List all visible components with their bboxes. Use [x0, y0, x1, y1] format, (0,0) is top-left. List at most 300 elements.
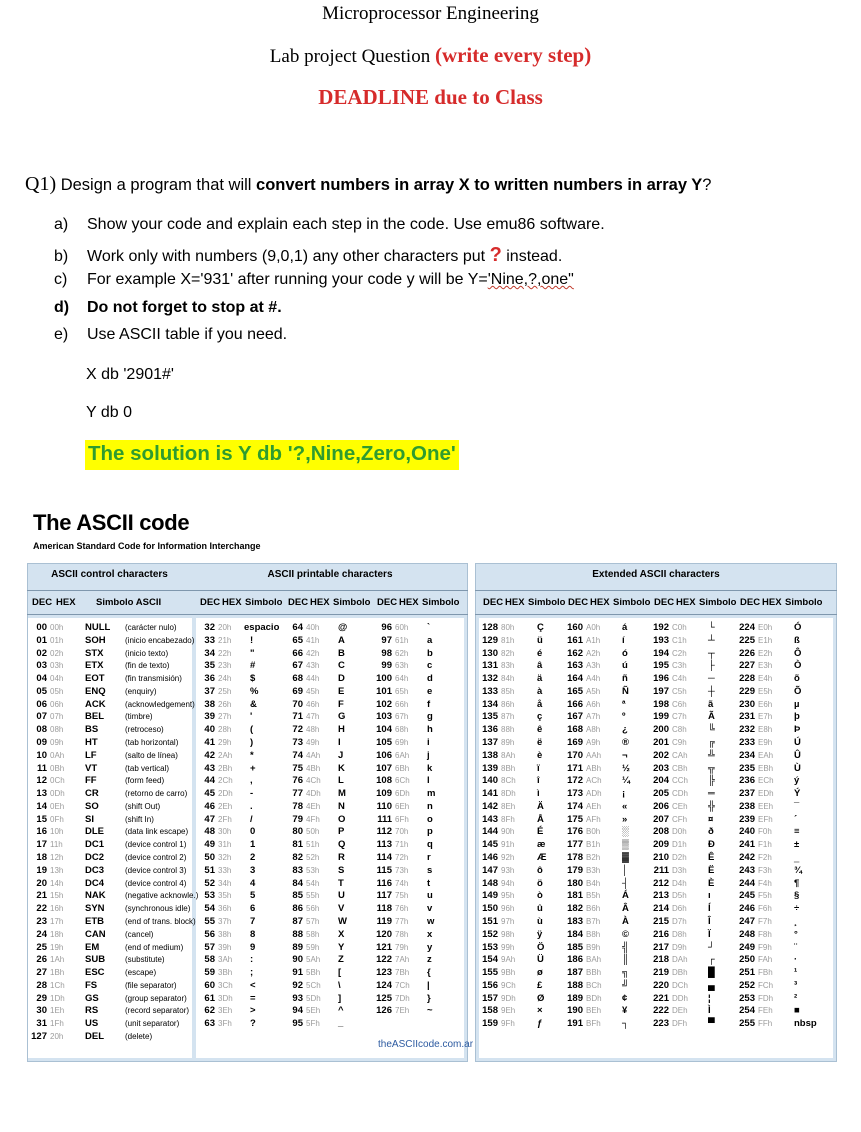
hex-value: FDh [758, 993, 774, 1003]
dec-value: 232 [739, 724, 755, 736]
hex-value: B7h [586, 916, 601, 926]
symbol-value: Õ [794, 685, 802, 697]
ascii-row [481, 826, 567, 838]
symbol-description: (timbre) [125, 712, 153, 722]
hex-value: 31h [218, 840, 232, 850]
ascii-row [375, 724, 461, 736]
dec-value: 118 [376, 903, 392, 915]
dec-value: 31 [36, 1018, 47, 1030]
dec-value: 164 [567, 673, 583, 685]
ascii-row [738, 878, 824, 890]
dec-value: 247 [739, 915, 755, 927]
header-dec: DEC [32, 597, 53, 608]
item-letter: d) [54, 298, 70, 316]
symbol-value: ! [250, 634, 254, 646]
symbol-value: Ð [708, 839, 715, 851]
hex-value: D6h [672, 904, 687, 914]
dec-value: 234 [739, 749, 755, 761]
ascii-row [566, 648, 652, 660]
hex-value: 23h [218, 661, 232, 671]
symbol-value: 9 [250, 941, 256, 953]
ascii-row [286, 954, 372, 966]
ascii-row [652, 929, 738, 941]
symbol-value: ┘ [708, 941, 715, 953]
symbol-value: ┌ [708, 954, 715, 966]
symbol-value: Z [338, 954, 344, 966]
hex-value: F2h [758, 853, 772, 863]
symbol-value: ╣ [622, 941, 629, 953]
symbol-value: ┐ [622, 1018, 629, 1030]
dec-value: 185 [567, 941, 583, 953]
hex-value: 20h [218, 623, 232, 632]
header-hex: HEX [505, 597, 525, 608]
dec-value: 138 [482, 749, 498, 761]
hex-value: 85h [501, 686, 515, 696]
document-title: Microprocessor Engineering [322, 3, 539, 24]
dec-value: 126 [376, 1005, 392, 1017]
dec-value: 117 [376, 890, 392, 902]
dec-value: 44 [204, 775, 215, 787]
dec-value: 76 [292, 775, 303, 787]
symbol-value: ¸ [794, 915, 798, 927]
symbol-value: ù [537, 915, 543, 927]
question-mark-highlight: ? [489, 243, 502, 266]
dec-value: 82 [292, 852, 303, 864]
symbol-value: Ø [537, 992, 545, 1004]
symbol-description: (device control 1) [125, 840, 187, 850]
ascii-row [375, 750, 461, 762]
symbol-value: g [427, 711, 433, 723]
symbol-value: Ú [794, 737, 801, 749]
item-tail: instead. [506, 247, 563, 265]
source-link[interactable]: theASCIIcode.com.ar [378, 1039, 474, 1050]
hex-value: 98h [501, 929, 515, 939]
ascii-row [198, 916, 284, 928]
symbol-value: EOT [85, 673, 105, 685]
hex-value: 5Eh [306, 1006, 321, 1016]
dec-value: 255 [739, 1018, 755, 1030]
ascii-row [481, 814, 567, 826]
hex-value: C5h [672, 686, 687, 696]
ascii-row [738, 750, 824, 762]
symbol-value: SI [85, 813, 94, 825]
hex-value: 07h [50, 712, 64, 722]
hex-value: 1Bh [50, 968, 65, 978]
symbol-value: ░ [622, 826, 629, 838]
ascii-row [375, 801, 461, 813]
dec-value: 161 [567, 634, 583, 646]
symbol-value: à [537, 685, 543, 697]
ascii-row [375, 814, 461, 826]
symbol-description: (group separator) [125, 993, 187, 1003]
dec-value: 58 [204, 954, 215, 966]
symbol-value: M [338, 788, 346, 800]
dec-value: 17 [36, 839, 47, 851]
header-symbol: Simbolo [422, 597, 460, 608]
hex-value: D3h [672, 865, 687, 875]
hex-value: 0Ch [50, 776, 65, 786]
symbol-value: © [622, 928, 629, 940]
hex-value: D2h [672, 853, 687, 863]
ascii-row [286, 737, 372, 749]
dec-value: 251 [739, 967, 755, 979]
symbol-value: Å [537, 813, 544, 825]
group-extended: Extended ASCII characters [592, 569, 720, 580]
symbol-value: å [537, 698, 543, 710]
ascii-row [481, 622, 567, 634]
hex-value: 3Fh [218, 1019, 232, 1029]
dec-value: 116 [376, 877, 392, 889]
ascii-row [738, 622, 824, 634]
hex-value: 9Fh [501, 1019, 515, 1029]
dec-value: 73 [292, 737, 303, 749]
ascii-row [375, 929, 461, 941]
ascii-row [738, 980, 824, 992]
symbol-value: Ý [794, 788, 801, 800]
hex-value: 22h [218, 648, 232, 658]
dec-value: 237 [739, 788, 755, 800]
group-control: ASCII control characters [51, 569, 168, 580]
dec-value: 218 [653, 954, 669, 966]
dec-value: 216 [653, 928, 669, 940]
dec-value: 09 [36, 737, 47, 749]
dec-value: 189 [567, 992, 583, 1004]
ascii-row [198, 686, 284, 698]
dec-value: 222 [653, 1005, 669, 1017]
ascii-row [375, 711, 461, 723]
hex-value: C7h [672, 712, 687, 722]
ascii-row [286, 980, 372, 992]
ascii-row [481, 967, 567, 979]
hex-value: EBh [758, 763, 774, 773]
ascii-row [198, 826, 284, 838]
symbol-value: e [427, 685, 433, 697]
ascii-row [481, 993, 567, 1005]
dec-value: 144 [482, 826, 498, 838]
symbol-value: À [622, 915, 629, 927]
ascii-row [286, 660, 372, 672]
symbol-value: ö [537, 877, 543, 889]
symbol-value: ª [622, 698, 626, 710]
dec-value: 112 [376, 826, 392, 838]
dec-value: 52 [204, 877, 215, 889]
dec-value: 95 [292, 1018, 303, 1030]
hex-value: 05h [50, 686, 64, 696]
ascii-row [481, 929, 567, 941]
symbol-value: └ [708, 622, 715, 633]
dec-value: 65 [292, 634, 303, 646]
hex-value: 42h [306, 648, 320, 658]
symbol-value: Y [338, 941, 345, 953]
dec-value: 162 [567, 647, 583, 659]
ascii-row [738, 954, 824, 966]
ascii-row [30, 763, 195, 775]
ascii-row [566, 814, 652, 826]
symbol-value: │ [622, 864, 628, 876]
dec-value: 106 [376, 749, 392, 761]
symbol-value: C [338, 660, 345, 672]
dec-value: 91 [292, 967, 303, 979]
dec-value: 51 [204, 864, 215, 876]
hex-value: C3h [672, 661, 687, 671]
ascii-row [481, 648, 567, 660]
ascii-row [738, 865, 824, 877]
symbol-value: DC3 [85, 864, 105, 876]
question-number: Q1) [25, 173, 57, 195]
hex-value: 7Eh [395, 1006, 410, 1016]
dec-value: 235 [739, 762, 755, 774]
hex-value: 9Eh [501, 1006, 516, 1016]
symbol-value: t [427, 877, 431, 889]
symbol-value: DC1 [85, 839, 105, 851]
ascii-row [566, 699, 652, 711]
ascii-row [30, 622, 195, 634]
ascii-row [198, 660, 284, 672]
symbol-value: ( [250, 724, 254, 736]
hex-value: C6h [672, 699, 687, 709]
header-hex: HEX [762, 597, 782, 608]
hex-value: DBh [672, 968, 688, 978]
hex-value: C0h [672, 623, 687, 632]
list-item [54, 271, 605, 299]
hex-value: 99h [501, 942, 515, 952]
hex-value: 97h [501, 916, 515, 926]
dec-value: 40 [204, 724, 215, 736]
hex-value: 16h [50, 904, 64, 914]
ascii-row [198, 673, 284, 685]
symbol-value: v [427, 903, 433, 915]
hex-value: 78h [395, 929, 409, 939]
ascii-row [566, 737, 652, 749]
symbol-value: & [250, 698, 257, 710]
symbol-description: (escape) [125, 968, 157, 978]
symbol-value: þ [794, 711, 800, 723]
ascii-row [375, 635, 461, 647]
dec-value: 233 [739, 737, 755, 749]
dec-value: 113 [376, 839, 392, 851]
symbol-value: f [427, 698, 431, 710]
ascii-row [481, 903, 567, 915]
dec-value: 241 [739, 839, 755, 851]
dec-value: 18 [36, 852, 47, 864]
ascii-row [198, 737, 284, 749]
ascii-row [30, 1005, 195, 1017]
dec-value: 163 [567, 660, 583, 672]
ascii-row [375, 967, 461, 979]
dec-value: 59 [204, 967, 215, 979]
hex-value: FBh [758, 968, 773, 978]
hex-value: DDh [672, 993, 689, 1003]
ascii-row [375, 660, 461, 672]
ascii-row [738, 788, 824, 800]
dec-value: 30 [36, 1005, 47, 1017]
symbol-value: Î [708, 915, 711, 927]
symbol-value: G [338, 711, 346, 723]
dec-value: 39 [204, 711, 215, 723]
hex-value: AFh [586, 814, 601, 824]
dec-value: 42 [204, 749, 215, 761]
hex-value: 9Ch [501, 980, 516, 990]
ascii-row [566, 775, 652, 787]
dec-value: 14 [36, 800, 47, 812]
hex-value: 2Ah [218, 750, 233, 760]
ascii-row [652, 852, 738, 864]
dec-value: 105 [376, 737, 392, 749]
dec-value: 215 [653, 915, 669, 927]
ascii-row [286, 903, 372, 915]
symbol-value: ╩ [708, 749, 715, 761]
hex-value: 6Dh [395, 789, 410, 799]
ascii-row [198, 865, 284, 877]
symbol-value: j [427, 749, 430, 761]
symbol-value: ─ [708, 673, 715, 685]
hex-value: 8Eh [501, 801, 516, 811]
ascii-row [652, 890, 738, 902]
hex-value: 1Eh [50, 1006, 65, 1016]
dec-value: 150 [482, 903, 498, 915]
symbol-value: ï [537, 762, 540, 774]
symbol-value: ó [622, 647, 628, 659]
symbol-value: BS [85, 724, 99, 736]
dec-value: 192 [653, 622, 669, 633]
symbol-value: ¼ [622, 775, 630, 787]
hex-value: E0h [758, 623, 773, 632]
hex-value: D9h [672, 942, 687, 952]
dec-value: 156 [482, 979, 498, 991]
symbol-value: U [338, 890, 345, 902]
symbol-value: h [427, 724, 433, 736]
dec-value: 231 [739, 711, 755, 723]
dec-value: 130 [482, 647, 498, 659]
symbol-description: (acknowledgement) [125, 699, 195, 709]
symbol-value: Ê [708, 852, 715, 864]
hex-value: 29h [218, 738, 232, 748]
symbol-value: | [427, 979, 430, 991]
symbol-value: J [338, 749, 344, 761]
symbol-value: ß [794, 634, 800, 646]
symbol-value: r [427, 852, 431, 864]
dec-value: 61 [204, 992, 215, 1004]
symbol-value: ╝ [622, 979, 629, 991]
dec-value: 174 [567, 800, 583, 812]
hex-value: BBh [586, 968, 602, 978]
ascii-row [198, 980, 284, 992]
dec-value: 86 [292, 903, 303, 915]
symbol-value: > [250, 1005, 256, 1017]
hex-value: 56h [306, 904, 320, 914]
hex-value: 4Eh [306, 801, 321, 811]
ascii-row [652, 826, 738, 838]
hex-value: 7Ch [395, 980, 410, 990]
ascii-row [481, 660, 567, 672]
ascii-row [481, 711, 567, 723]
symbol-value: â [537, 660, 543, 672]
hex-value: 43h [306, 661, 320, 671]
dec-value: 171 [567, 762, 583, 774]
dec-value: 37 [204, 685, 215, 697]
dec-value: 142 [482, 800, 498, 812]
dec-value: 139 [482, 762, 498, 774]
hex-value: 49h [306, 738, 320, 748]
solution-highlight: The solution is Y db '?,Nine,Zero,One' [85, 440, 459, 470]
symbol-value: y [427, 941, 433, 953]
dec-value: 133 [482, 685, 498, 697]
header-dec: DEC [377, 597, 398, 608]
ascii-row [481, 1018, 567, 1030]
hex-value: BCh [586, 980, 602, 990]
hex-value: 1Dh [50, 993, 65, 1003]
ascii-row [375, 942, 461, 954]
dec-value: 38 [204, 698, 215, 710]
header-hex: HEX [676, 597, 696, 608]
dec-value: 140 [482, 775, 498, 787]
symbol-value: $ [250, 673, 256, 685]
dec-value: 135 [482, 711, 498, 723]
item-text: Work only with numbers (9,0,1) any other characters put [87, 247, 486, 265]
dec-value: 188 [567, 979, 583, 991]
symbol-value: VT [85, 762, 98, 774]
ascii-row [566, 967, 652, 979]
hex-value: 50h [306, 827, 320, 837]
dec-value: 79 [292, 813, 303, 825]
hex-value: 9Ah [501, 955, 516, 965]
ascii-row [198, 763, 284, 775]
dec-value: 74 [292, 749, 303, 761]
hex-value: FAh [758, 955, 773, 965]
hex-value: ABh [586, 763, 602, 773]
dec-value: 01 [36, 634, 47, 646]
ascii-row [566, 673, 652, 685]
dec-value: 53 [204, 890, 215, 902]
dec-value: 123 [376, 967, 392, 979]
ascii-row [30, 839, 195, 851]
dec-value: 168 [567, 724, 583, 736]
ascii-row [738, 852, 824, 864]
dec-value: 55 [204, 915, 215, 927]
dec-value: 70 [292, 698, 303, 710]
dec-value: 225 [739, 634, 755, 646]
hex-value: 9Dh [501, 993, 516, 1003]
hex-value: F9h [758, 942, 772, 952]
dec-value: 97 [381, 634, 392, 646]
ascii-row [652, 967, 738, 979]
dec-value: 143 [482, 813, 498, 825]
hex-value: 03h [50, 661, 64, 671]
dec-value: 223 [653, 1018, 669, 1030]
dec-value: 147 [482, 864, 498, 876]
dec-value: 21 [36, 890, 47, 902]
dec-value: 254 [739, 1005, 755, 1017]
ascii-row [375, 890, 461, 902]
ascii-row [375, 648, 461, 660]
hex-value: F1h [758, 840, 772, 850]
ascii-row [30, 929, 195, 941]
hex-value: F8h [758, 929, 772, 939]
symbol-value: û [537, 903, 543, 915]
symbol-value: ▀ [708, 1018, 715, 1030]
hex-value: CAh [672, 750, 688, 760]
symbol-value: Ì [708, 1005, 711, 1017]
symbol-description: (end of medium) [125, 942, 184, 952]
symbol-value: c [427, 660, 433, 672]
ascii-row [30, 737, 195, 749]
dec-value: 11 [36, 762, 47, 774]
dec-value: 26 [36, 954, 47, 966]
ascii-row [652, 724, 738, 736]
dec-value: 06 [36, 698, 47, 710]
ascii-row [566, 865, 652, 877]
dec-value: 08 [36, 724, 47, 736]
